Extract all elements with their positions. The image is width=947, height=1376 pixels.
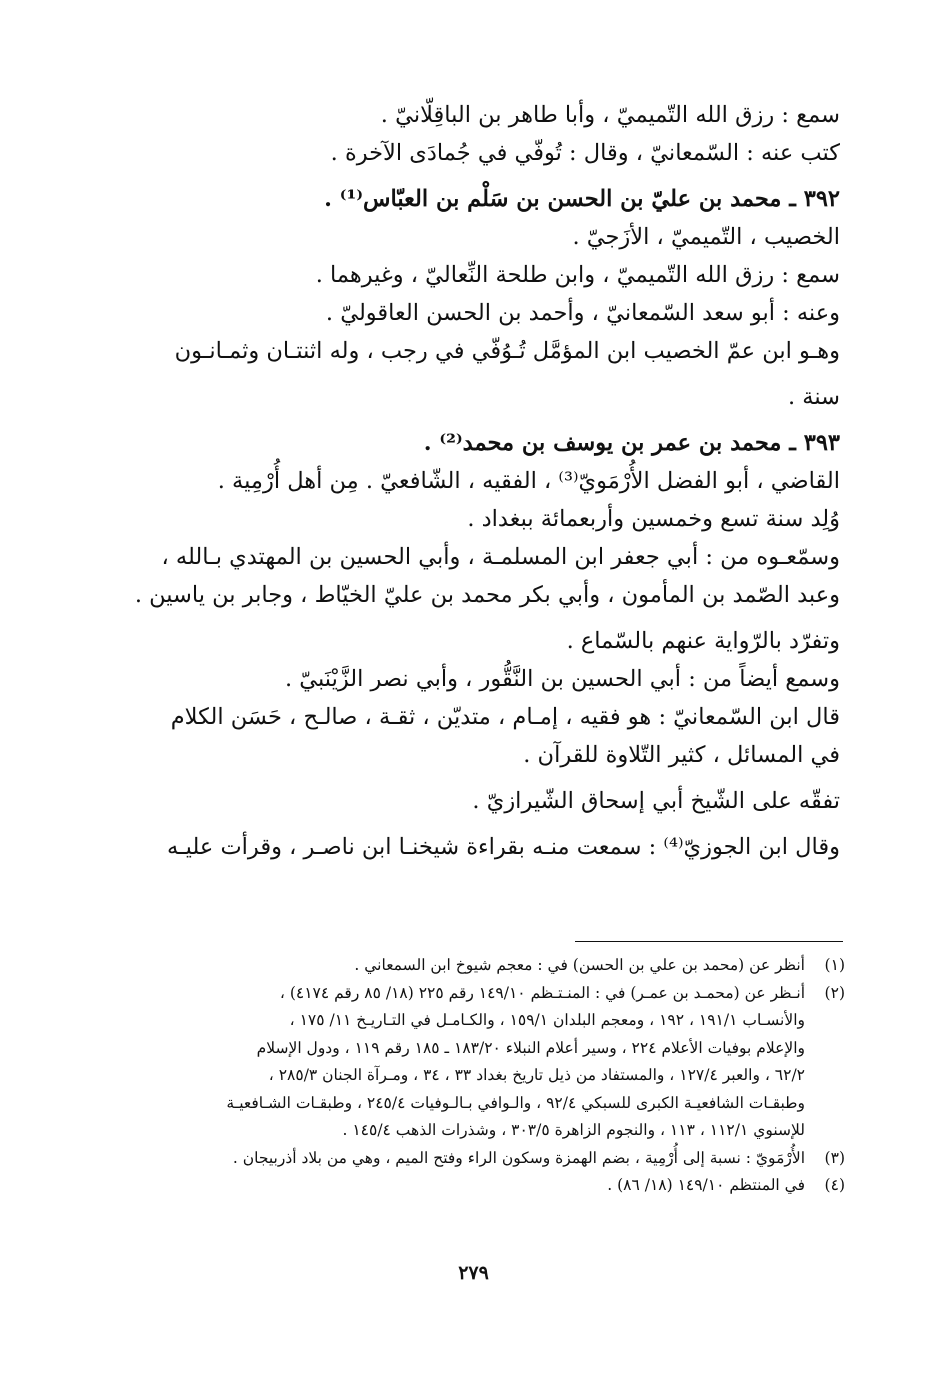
text-line: كتب عنه : السّمعانيّ ، وقال : تُوفّي في جُمادَى الآخرة . [330,140,840,166]
footnotes [118,952,845,1200]
footnote-line: ٦٢/٢ ، والعبر ١٢٧/٤ ، والمستفاد من ذيل تاريخ بغداد ٣٣ ، ٣٤ ، ومـرآة الجنان ٢٨٥/٣ ، [268,1066,805,1084]
page-number: ٢٧٩ [458,1262,489,1284]
text-line: الخصيب ، التّميميّ ، الأزَجيّ . [572,224,840,250]
footnote-1 [118,952,845,980]
text-line: في المسائل ، كثير التّلاوة للقرآن . [523,742,840,768]
entry-heading-393: ٣٩٣ ـ محمد بن عمر بن يوسف بن محمد⁽²⁾ . [423,430,840,456]
text-line: وسمّعـوه من : أبي جعفر ابن المسلمـة ، وأبي الحسين بن المهتدي بـالله ، [161,544,840,570]
main-text [118,96,840,866]
text-line: وتفرّد بالرّواية عنهم بالسّماع . [566,628,840,654]
entry-heading-392: ٣٩٢ ـ محمد بن عليّ بن الحسن بن سَلْم بن العبّاس⁽¹⁾ . [324,186,840,212]
footnote-number: (٢) [824,983,845,1002]
footnote-number: (٣) [824,1148,845,1167]
text-line: وقال ابن الجوزيّ⁽⁴⁾ : سمعت منـه بقراءة شيخنـا ابن ناصـر ، وقرأت عليـه [167,834,840,860]
text-line: سمع : رزق الله التّميميّ ، وأبا طاهر بن الباقِلّانيّ . [380,102,840,128]
footnote-4 [118,1172,845,1200]
footnote-line: والإعلام بوفيات الأعلام ٢٢٤ ، وسير أعلام النبلاء ١٨٣/٢٠ ـ ١٨٥ رقم ١١٩ ، ودول الإسلام [256,1038,805,1057]
footnote-separator [575,941,843,942]
footnote-line: والأنسـاب ١٩١/١ ، ١٩٢ ، ومعجم البلدان ١٥٩/١ ، والكـامـل في التـاريـخ ١١/ ١٧٥ ، [289,1011,805,1029]
footnote-2 [118,980,845,1145]
text-line: وهـو ابن عمّ الخصيب ابن المؤمَّل تُـوُفّي في رجب ، وله اثنتـان وثمـانـون [174,338,840,364]
footnote-line: للإسنوي ١١٢/١ ، ١١٣ ، والنجوم الزاهرة ٣٠٣/٥ ، وشذرات الذهب ١٤٥/٤ . [342,1121,805,1139]
footnote-number: (١) [824,956,845,974]
text-line: وعبد الصّمد بن المأمون ، وأبي بكر محمد بن عليّ الخيّاط ، وجابر بن ياسين . [134,582,840,608]
text-line: وسمع أيضاً من : أبي الحسين بن النَّقُّور ، وأبي نصر الزَّيْنَبيّ . [284,666,840,692]
text-line: سمع : رزق الله التّميميّ ، وابن طلحة النِّعاليّ ، وغيرهما . [315,262,840,288]
footnote-number: (٤) [824,1176,845,1194]
footnote-line: الأُرْمَويّ : نسبة إلى أُرْمِية ، بضم الهمزة وسكون الراء وفتح الميم ، وهي من بلاد أذربيجان . [232,1148,805,1167]
footnote-line: أنظر عن (محمد بن علي بن الحسن) في : معجم شيوخ ابن السمعاني . [354,956,805,974]
text-line: سنة . [787,384,840,410]
text-line: تفقّه على الشّيخ أبي إسحاق الشّيرازيّ . [472,788,840,814]
footnote-3 [118,1145,845,1173]
text-line: وُلِد سنة تسع وخمسين وأربعمائة ببغداد . [467,506,840,532]
text-line: قال ابن السّمعانيّ : هو فقيه ، إمـام ، متديّن ، ثقـة ، صالـح ، حَسَن الكلام [170,704,840,730]
footnote-line: في المنتظم ١٤٩/١٠ (١٨/ ٨٦) . [607,1176,805,1194]
text-line: القاضي ، أبو الفضل الأُرْمَويّ⁽³⁾ ، الفقيه ، الشّافعيّ . مِن أهل أُرْمِية . [217,468,840,494]
footnote-line: أنـظر عن (محمـد بن عمـر) في : المنـتـظم ١٤٩/١٠ رقم ٢٢٥ (١٨/ ٨٥ رقم ٤١٧٤) ، [279,983,805,1002]
text-line: وعنه : أبو سعد السّمعانيّ ، وأحمد بن الحسن العاقوليّ . [325,300,840,326]
footnote-line: وطبقـات الشافعيـة الكبرى للسبكي ٩٢/٤ ، والـوافي بـالـوفيات ٢٤٥/٤ ، وطبقـات الشـافعيـة [226,1093,805,1112]
